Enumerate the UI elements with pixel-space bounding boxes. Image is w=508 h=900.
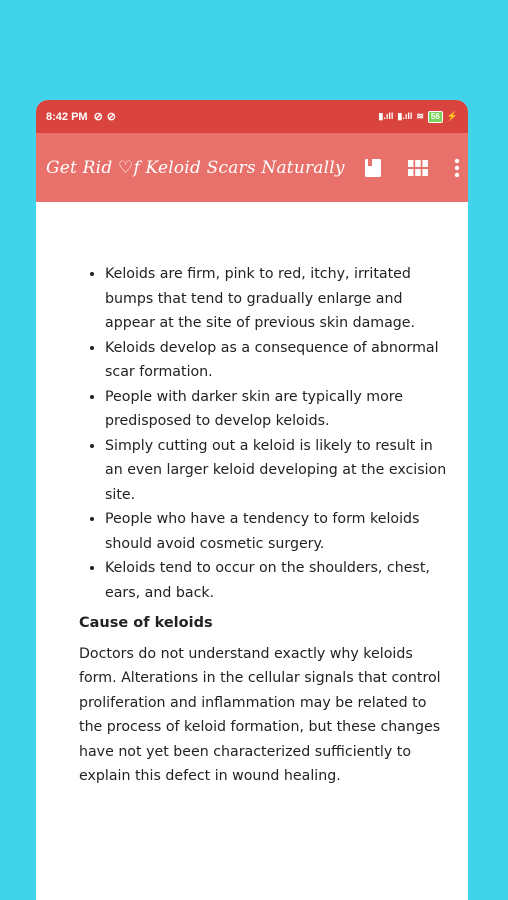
list-item: • Simply cutting out a keloid is likely to result in an even larger keloid developing at the excision site.: [105, 434, 448, 508]
status-bar: [36, 100, 468, 133]
signal-icon: ▮.ıll: [378, 111, 394, 121]
app-title: Get Rid ♡f Keloid Scars Naturally: [46, 157, 345, 178]
phone-screen: [36, 100, 468, 900]
charging-icon: ⚡: [446, 111, 458, 121]
list-item: • People with darker skin are typically more predisposed to develop keloids.: [105, 385, 448, 434]
signal-icon-2: ▮.ıll: [397, 111, 413, 121]
list-item: • Keloids tend to occur on the shoulders, chest, ears, and back.: [105, 556, 448, 605]
grid-icon[interactable]: [408, 160, 428, 176]
status-right: [378, 111, 458, 123]
list-item: • People who have a tendency to form keloids should avoid cosmetic surgery.: [105, 507, 448, 556]
section-heading: Cause of keloids: [79, 615, 213, 631]
article-content: [36, 202, 468, 789]
app-bar: [36, 133, 468, 202]
section-paragraph: Doctors do not understand exactly why keloids form. Alterations in the cellular signals that control proliferation and inflammation may be related to the process of keloid formation, but these changes have not yet been characterized sufficiently to explain this defect in wound healing.: [79, 645, 441, 784]
bookmark-icon[interactable]: [364, 158, 382, 178]
battery-icon: 56: [428, 111, 443, 123]
notification-icon-2: ⊘: [106, 111, 117, 123]
status-time: 8:42 PM: [46, 110, 88, 123]
bullet-list: [79, 262, 448, 605]
app-bar-actions: [364, 158, 460, 178]
wifi-icon: ≋: [416, 111, 424, 121]
list-item: • Keloids are firm, pink to red, itchy, irritated bumps that tend to gradually enlarge and appear at the site of previous skin damage.: [105, 262, 448, 336]
notification-icon: ⊘: [93, 111, 103, 123]
more-vert-icon[interactable]: [454, 158, 460, 178]
list-item: • Keloids develop as a consequence of abnormal scar formation.: [105, 336, 448, 385]
